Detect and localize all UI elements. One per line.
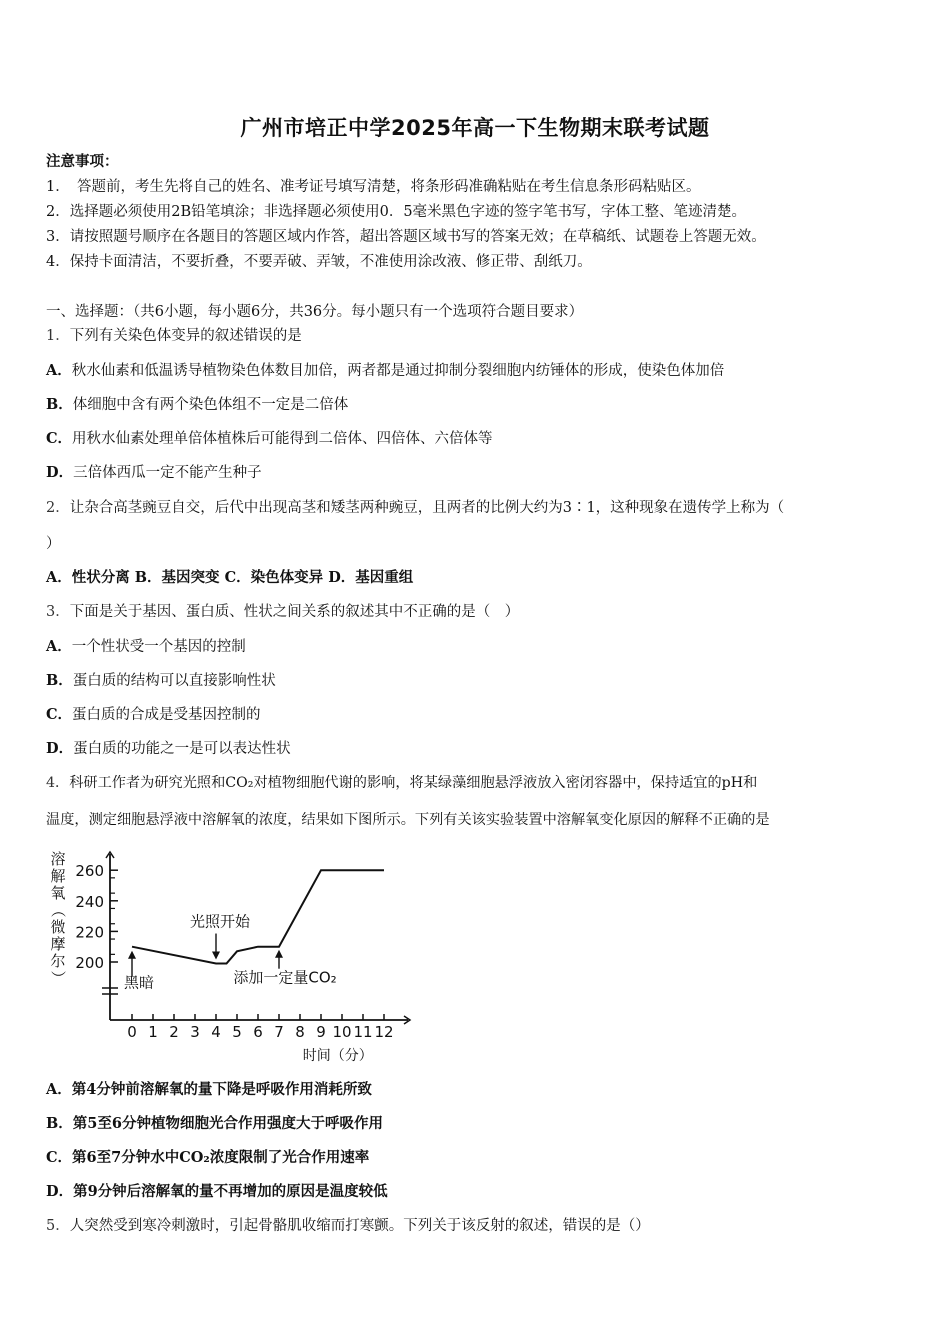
- y-label-char: 摩: [50, 935, 66, 953]
- y-label-char: ）: [49, 970, 67, 986]
- question-3-stem: 3．下面是关于基因、蛋白质、性状之间关系的叙述其中不正确的是（ ）: [46, 604, 520, 620]
- y-label-char: 氧: [50, 884, 66, 902]
- q3-option-b: B．蛋白质的结构可以直接影响性状: [46, 672, 276, 689]
- question-2-stem: 2．让杂合高茎豌豆自交，后代中出现高茎和矮茎两种豌豆，且两者的比例大约为3∶1，这种现象在遗传学上称为（: [46, 500, 785, 516]
- question-text: 下列有关染色体变异的叙述错误的是: [69, 328, 302, 344]
- x-tick-label: 11: [353, 1023, 373, 1041]
- y-axis-label: [49, 850, 67, 986]
- question-4-stem-cont: 温度，测定细胞悬浮液中溶解氧的浓度，结果如下图所示。下列有关该实验装置中溶解氧变化原因的解释不正确的是: [46, 812, 770, 828]
- question-4-stem: 4．科研工作者为研究光照和CO₂对植物细胞代谢的影响，将某绿藻细胞悬浮液放入密闭容器中，保持适宜的pH和: [46, 775, 758, 791]
- section-heading: 一、选择题：（共6小题，每小题6分，共36分。每小题只有一个选项符合题目要求）: [46, 304, 584, 320]
- question-number: 1．: [46, 328, 70, 344]
- q4-option-b: B．第5至6分钟植物细胞光合作用强度大于呼吸作用: [46, 1115, 383, 1132]
- question-5-stem: 5．人突然受到寒冷刺激时，引起骨骼肌收缩而打寒颤。下列关于该反射的叙述，错误的是（）: [46, 1218, 650, 1234]
- y-label-char: （: [49, 902, 67, 918]
- x-tick-label: 0: [127, 1023, 137, 1041]
- x-tick-label: 4: [211, 1023, 221, 1041]
- y-tick-label: 200: [75, 954, 104, 972]
- x-tick-label: 2: [169, 1023, 179, 1041]
- x-tick-label: 9: [316, 1023, 326, 1041]
- x-tick-label: 10: [332, 1023, 352, 1041]
- annotation-light-start: 光照开始: [189, 912, 251, 931]
- x-tick-label: 12: [374, 1023, 394, 1041]
- question-2-stem-cont: ）: [46, 536, 61, 552]
- y-label-char: 微: [50, 918, 66, 936]
- x-tick-label: 1: [148, 1023, 158, 1041]
- q4-option-c: C．第6至7分钟水中CO₂浓度限制了光合作用速率: [46, 1149, 370, 1166]
- q2-options: A．性状分离 B．基因突变 C．染色体变异 D．基因重组: [46, 569, 414, 586]
- y-label-char: 解: [50, 867, 66, 885]
- x-tick-label: 3: [190, 1023, 200, 1041]
- notice-item: 2．选择题必须使用2B铅笔填涂；非选择题必须使用0．5毫米黑色字迹的签字笔书写，字体工整、笔迹清楚。: [46, 204, 747, 220]
- page-title: 广州市培正中学2025年高一下生物期末联考试题: [240, 116, 710, 140]
- y-tick-label: 260: [75, 862, 104, 881]
- y-tick-label: 240: [75, 892, 104, 911]
- y-label-char: 溶: [50, 850, 66, 868]
- notice-item: 4．保持卡面清洁，不要折叠，不要弄破、弄皱，不准使用涂改液、修正带、刮纸刀。: [46, 254, 592, 270]
- q3-option-a: A．一个性状受一个基因的控制: [46, 638, 246, 655]
- x-axis-label: 时间（分）: [302, 1048, 373, 1064]
- x-tick-label: 8: [295, 1023, 305, 1041]
- q1-option-a: A．秋水仙素和低温诱导植物染色体数目加倍，两者都是通过抑制分裂细胞内纺锤体的形成，使染色体加倍: [46, 362, 725, 379]
- q1-option-d: D．三倍体西瓜一定不能产生种子: [46, 464, 262, 481]
- annotation-add-co2: 添加一定量CO₂: [233, 968, 337, 987]
- x-tick-label: 6: [253, 1023, 263, 1041]
- question-1-stem: [46, 326, 302, 346]
- y-label-char: 尔: [50, 952, 66, 970]
- dissolved-oxygen-chart: [40, 848, 420, 1068]
- q1-option-b: B．体细胞中含有两个染色体组不一定是二倍体: [46, 396, 349, 413]
- notice-heading: 注意事项：: [46, 153, 119, 170]
- q1-option-c: C．用秋水仙素处理单倍体植株后可能得到二倍体、四倍体、六倍体等: [46, 430, 493, 447]
- q3-option-c: C．蛋白质的合成是受基因控制的: [46, 706, 261, 723]
- x-tick-label: 7: [274, 1023, 284, 1041]
- q3-option-d: D．蛋白质的功能之一是可以表达性状: [46, 740, 291, 757]
- series-line: [132, 870, 384, 963]
- x-tick-label: 5: [232, 1023, 242, 1041]
- q4-option-d: D．第9分钟后溶解氧的量不再增加的原因是温度较低: [46, 1183, 388, 1200]
- y-tick-label: 220: [75, 923, 104, 942]
- q4-option-a: A．第4分钟前溶解氧的量下降是呼吸作用消耗所致: [46, 1081, 372, 1098]
- notice-item: 1． 答题前，考生先将自己的姓名、准考证号填写清楚，将条形码准确粘贴在考生信息条形码粘贴区。: [46, 179, 701, 195]
- notice-item: 3．请按照题号顺序在各题目的答题区域内作答，超出答题区域书写的答案无效；在草稿纸、试题卷上答题无效。: [46, 229, 766, 245]
- annotation-dark: 黑暗: [124, 973, 155, 992]
